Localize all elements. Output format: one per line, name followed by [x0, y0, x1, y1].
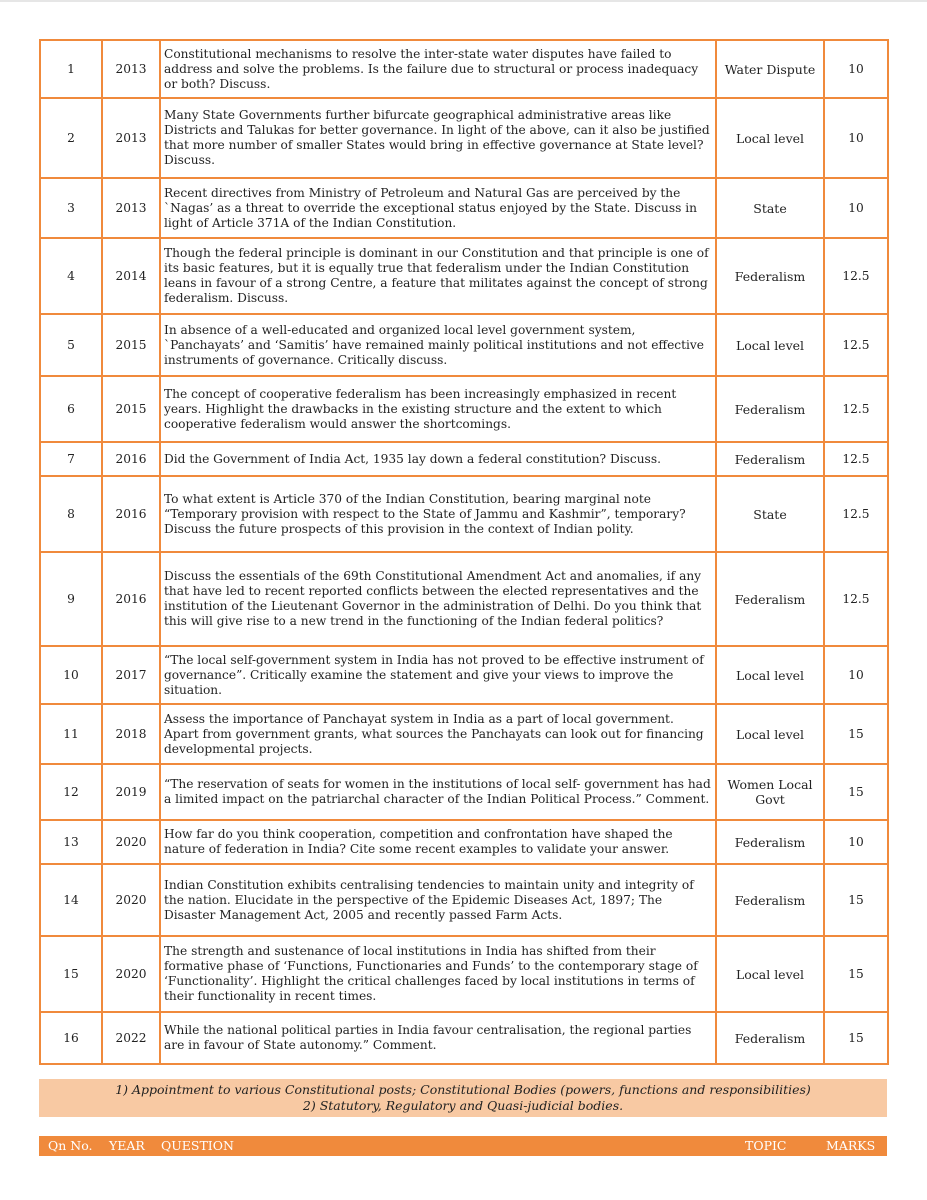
row-question: Many State Governments further bifurcate geographical administrative areas like Districts and Talukas for better governance. In light of the above, can it also be justified that more number of smaller States would bring in effective governance at State level? Discuss.	[160, 98, 716, 178]
row-number: 4	[40, 238, 102, 314]
table-row	[40, 864, 888, 936]
row-topic: Federalism	[716, 864, 824, 936]
row-marks: 12.5	[824, 314, 888, 376]
row-topic: Federalism	[716, 820, 824, 864]
row-question: The concept of cooperative federalism has been increasingly emphasized in recent years. Highlight the drawbacks in the existing structure and the extent to which cooperative federalism would answer the shortcomings.	[160, 376, 716, 442]
row-question: Discuss the essentials of the 69th Constitutional Amendment Act and anomalies, if any that have led to recent reported conflicts between the elected representatives and the institution of the Lieutenant Governor in the administration of Delhi. Do you think that this will give rise to a new trend in the functioning of the Indian federal politics?	[160, 552, 716, 646]
header-year: YEAR	[109, 1138, 145, 1153]
row-marks: 15	[824, 936, 888, 1012]
table-row	[40, 764, 888, 820]
row-topic: Local level	[716, 704, 824, 764]
row-number: 13	[40, 820, 102, 864]
row-marks: 12.5	[824, 238, 888, 314]
row-number: 1	[40, 40, 102, 98]
row-question: Recent directives from Ministry of Petroleum and Natural Gas are perceived by the `Nagas’ as a threat to override the exceptional status enjoyed by the State. Discuss in light of Article 371A of the Indian Constitution.	[160, 178, 716, 238]
row-topic: Local level	[716, 646, 824, 704]
row-number: 9	[40, 552, 102, 646]
row-marks: 10	[824, 646, 888, 704]
table-row	[40, 552, 888, 646]
table-row	[40, 238, 888, 314]
header-topic: TOPIC	[745, 1138, 787, 1153]
row-topic: Federalism	[716, 552, 824, 646]
row-topic: Local level	[716, 314, 824, 376]
row-topic: State	[716, 476, 824, 552]
section-heading-line-1: 1) Appointment to various Constitutional posts; Constitutional Bodies (powers, functions and responsibilities)	[115, 1082, 811, 1097]
row-year: 2013	[102, 98, 160, 178]
row-topic: Women Local Govt	[716, 764, 824, 820]
row-year: 2016	[102, 442, 160, 476]
section-heading-band	[39, 1079, 887, 1117]
row-year: 2016	[102, 552, 160, 646]
row-marks: 15	[824, 764, 888, 820]
questions-table	[39, 39, 889, 1065]
row-marks: 10	[824, 98, 888, 178]
row-year: 2020	[102, 864, 160, 936]
row-marks: 12.5	[824, 476, 888, 552]
table-row	[40, 1012, 888, 1064]
row-marks: 12.5	[824, 442, 888, 476]
row-year: 2017	[102, 646, 160, 704]
row-question: The strength and sustenance of local institutions in India has shifted from their formative phase of ‘Functions, Functionaries and Funds’ to the contemporary stage of ‘Functionality’. Highlight the critical challenges faced by local institutions in terms of their functionality in recent times.	[160, 936, 716, 1012]
row-question: In absence of a well-educated and organized local level government system, `Panchayats’ and ‘Samitis’ have remained mainly political institutions and not effective instruments of governance. Critically discuss.	[160, 314, 716, 376]
row-marks: 15	[824, 864, 888, 936]
row-question: Assess the importance of Panchayat system in India as a part of local government. Apart from government grants, what sources the Panchayats can look out for financing developmental projects.	[160, 704, 716, 764]
row-number: 15	[40, 936, 102, 1012]
table-row	[40, 646, 888, 704]
table-row	[40, 314, 888, 376]
row-number: 8	[40, 476, 102, 552]
row-year: 2015	[102, 314, 160, 376]
table-row	[40, 442, 888, 476]
row-marks: 10	[824, 178, 888, 238]
row-number: 6	[40, 376, 102, 442]
row-number: 12	[40, 764, 102, 820]
row-number: 14	[40, 864, 102, 936]
row-question: How far do you think cooperation, competition and confrontation have shaped the nature of federation in India? Cite some recent examples to validate your answer.	[160, 820, 716, 864]
row-year: 2016	[102, 476, 160, 552]
row-number: 3	[40, 178, 102, 238]
header-question: QUESTION	[161, 1138, 234, 1153]
row-topic: Water Dispute	[716, 40, 824, 98]
row-topic: State	[716, 178, 824, 238]
row-marks: 12.5	[824, 376, 888, 442]
row-marks: 10	[824, 40, 888, 98]
row-year: 2013	[102, 178, 160, 238]
table-row	[40, 704, 888, 764]
row-marks: 15	[824, 1012, 888, 1064]
row-year: 2022	[102, 1012, 160, 1064]
row-number: 11	[40, 704, 102, 764]
row-marks: 12.5	[824, 552, 888, 646]
row-number: 2	[40, 98, 102, 178]
row-topic: Federalism	[716, 238, 824, 314]
row-topic: Local level	[716, 98, 824, 178]
row-year: 2020	[102, 820, 160, 864]
table-row	[40, 476, 888, 552]
row-number: 16	[40, 1012, 102, 1064]
row-number: 7	[40, 442, 102, 476]
row-number: 10	[40, 646, 102, 704]
row-year: 2013	[102, 40, 160, 98]
row-year: 2020	[102, 936, 160, 1012]
header-marks: MARKS	[826, 1138, 876, 1153]
row-topic: Local level	[716, 936, 824, 1012]
row-year: 2019	[102, 764, 160, 820]
row-marks: 10	[824, 820, 888, 864]
column-header-bar	[39, 1136, 887, 1156]
table-row	[40, 98, 888, 178]
questions-table-body	[40, 40, 888, 1064]
table-row	[40, 178, 888, 238]
row-question: To what extent is Article 370 of the Indian Constitution, bearing marginal note “Temporary provision with respect to the State of Jammu and Kashmir”, temporary? Discuss the future prospects of this provision in the context of Indian polity.	[160, 476, 716, 552]
row-year: 2014	[102, 238, 160, 314]
row-year: 2015	[102, 376, 160, 442]
row-question: Though the federal principle is dominant in our Constitution and that principle is one of its basic features, but it is equally true that federalism under the Indian Constitution leans in favour of a strong Centre, a feature that militates against the concept of strong federalism. Discuss.	[160, 238, 716, 314]
table-row	[40, 936, 888, 1012]
row-marks: 15	[824, 704, 888, 764]
row-year: 2018	[102, 704, 160, 764]
row-question: Did the Government of India Act, 1935 lay down a federal constitution? Discuss.	[160, 442, 716, 476]
table-row	[40, 820, 888, 864]
section-heading-line-2: 2) Statutory, Regulatory and Quasi-judicial bodies.	[302, 1098, 624, 1113]
header-qn-no: Qn No.	[48, 1138, 93, 1153]
row-number: 5	[40, 314, 102, 376]
row-question: “The reservation of seats for women in the institutions of local self- government has had a limited impact on the patriarchal character of the Indian Political Process.” Comment.	[160, 764, 716, 820]
table-row	[40, 376, 888, 442]
row-question: “The local self-government system in India has not proved to be effective instrument of governance”. Critically examine the statement and give your views to improve the situation.	[160, 646, 716, 704]
page-top-rule	[0, 0, 927, 2]
row-topic: Federalism	[716, 376, 824, 442]
row-question: Indian Constitution exhibits centralising tendencies to maintain unity and integrity of the nation. Elucidate in the perspective of the Epidemic Diseases Act, 1897; The Disaster Management Act, 2005 and recently passed Farm Acts.	[160, 864, 716, 936]
row-topic: Federalism	[716, 1012, 824, 1064]
row-question: Constitutional mechanisms to resolve the inter-state water disputes have failed to address and solve the problems. Is the failure due to structural or process inadequacy or both? Discuss.	[160, 40, 716, 98]
row-question: While the national political parties in India favour centralisation, the regional parties are in favour of State autonomy.” Comment.	[160, 1012, 716, 1064]
table-row	[40, 40, 888, 98]
row-topic: Federalism	[716, 442, 824, 476]
